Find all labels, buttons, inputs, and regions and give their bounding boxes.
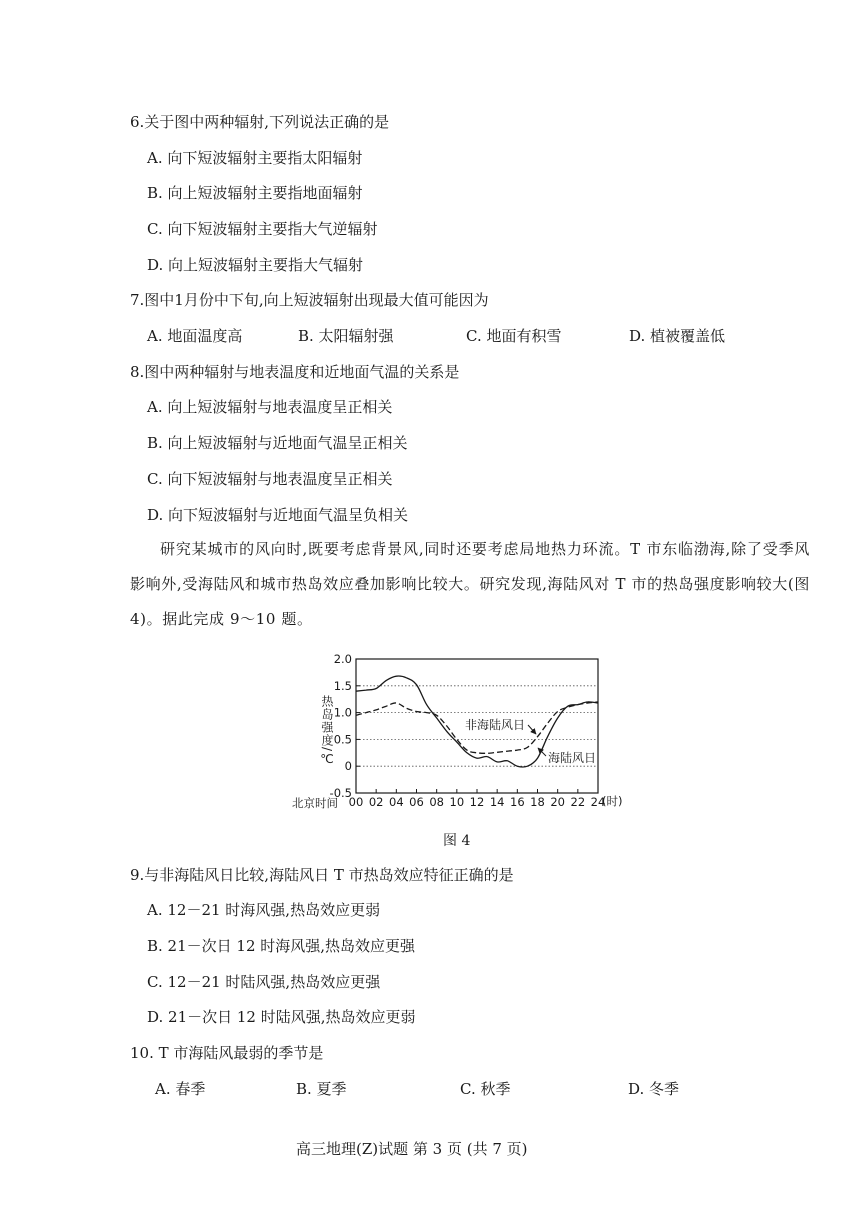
figure-caption: 图 4 xyxy=(443,833,471,849)
x-tick-label: 06 xyxy=(409,795,424,809)
question-8-option-a: A. 向上短波辐射与地表温度呈正相关 xyxy=(147,398,393,416)
reading-passage: 研究某城市的风向时,既要考虑背景风,同时还要考虑局地热力环流。T 市东临渤海,除了受季风影响外,受海陆风和城市热岛效应叠加影响比较大。研究发现,海陆风对 T 市的热岛强度影响较大(图 4)。据此完成 9～10 题。 xyxy=(130,540,810,628)
question-8-stem: 8.图中两种辐射与地表温度和近地面气温的关系是 xyxy=(130,363,460,381)
question-9-option-d: D. 21－次日 12 时陆风强,热岛效应更弱 xyxy=(147,1008,416,1026)
question-8-option-d: D. 向下短波辐射与近地面气温呈负相关 xyxy=(147,506,409,524)
x-tick-label: 18 xyxy=(530,795,545,809)
question-7-option-a: A. 地面温度高 xyxy=(147,327,243,345)
question-6-option-b: B. 向上短波辐射主要指地面辐射 xyxy=(147,184,363,202)
question-8-option-c: C. 向下短波辐射与地表温度呈正相关 xyxy=(147,470,393,488)
question-10-option-c: C. 秋季 xyxy=(460,1080,511,1098)
question-7-option-b: B. 太阳辐射强 xyxy=(298,327,394,345)
legend-label-non-sea-land-breeze-day: 非海陆风日 xyxy=(465,718,526,732)
x-tick-label: 14 xyxy=(489,795,505,809)
y-tick-label: -0.5 xyxy=(329,786,352,800)
question-6-option-c: C. 向下短波辐射主要指大气逆辐射 xyxy=(147,220,378,238)
x-tick-label: 00 xyxy=(348,795,364,809)
x-tick-label: 24 xyxy=(590,795,606,809)
question-9-option-a: A. 12－21 时海风强,热岛效应更弱 xyxy=(147,901,381,919)
chart-y-axis-label: 热岛强度/℃ xyxy=(320,695,334,768)
legend-arrow-non-sea-land-breeze-day xyxy=(528,725,536,734)
page-footer: 高三地理(Z)试题 第 3 页 (共 7 页) xyxy=(296,1140,528,1158)
question-9-option-c: C. 12－21 时陆风强,热岛效应更强 xyxy=(147,973,381,991)
x-tick-label: 10 xyxy=(449,795,465,809)
question-10-stem: 10. T 市海陆风最弱的季节是 xyxy=(130,1044,324,1062)
y-tick-label: 1.0 xyxy=(333,705,352,720)
y-tick-label: 2.0 xyxy=(333,652,352,666)
question-7-option-c: C. 地面有积雪 xyxy=(466,327,562,345)
x-tick-label: 16 xyxy=(510,795,525,809)
question-10-option-a: A. 春季 xyxy=(155,1080,206,1098)
x-tick-label: 20 xyxy=(550,795,565,809)
legend-label-sea-land-breeze-day: 海陆风日 xyxy=(548,751,597,765)
question-6-stem: 6.关于图中两种辐射,下列说法正确的是 xyxy=(130,113,390,131)
heat-island-chart xyxy=(280,650,640,820)
y-tick-label: 0 xyxy=(344,759,352,774)
x-tick-label: 08 xyxy=(429,795,444,809)
x-tick-label: 04 xyxy=(389,795,404,809)
question-7-option-d: D. 植被覆盖低 xyxy=(629,327,726,345)
question-8-option-b: B. 向上短波辐射与近地面气温呈正相关 xyxy=(147,434,408,452)
question-10-option-b: B. 夏季 xyxy=(296,1080,347,1098)
chart-x-axis-label: 北京时间 xyxy=(292,796,338,810)
question-7-stem: 7.图中1月份中下旬,向上短波辐射出现最大值可能因为 xyxy=(130,291,489,309)
question-9-stem: 9.与非海陆风日比较,海陆风日 T 市热岛效应特征正确的是 xyxy=(130,866,514,884)
question-10-option-d: D. 冬季 xyxy=(628,1080,680,1098)
x-tick-label: 12 xyxy=(469,795,485,809)
chart-x-axis-unit: (时) xyxy=(602,794,623,808)
question-9-option-b: B. 21－次日 12 时海风强,热岛效应更强 xyxy=(147,937,416,955)
question-6-option-a: A. 向下短波辐射主要指太阳辐射 xyxy=(147,149,363,167)
chart-x-ticks xyxy=(349,789,606,809)
question-6-option-d: D. 向上短波辐射主要指大气辐射 xyxy=(147,256,364,274)
y-tick-label: 0.5 xyxy=(333,732,352,747)
x-tick-label: 02 xyxy=(368,795,384,809)
x-tick-label: 22 xyxy=(570,795,586,809)
y-tick-label: 1.5 xyxy=(333,678,352,693)
